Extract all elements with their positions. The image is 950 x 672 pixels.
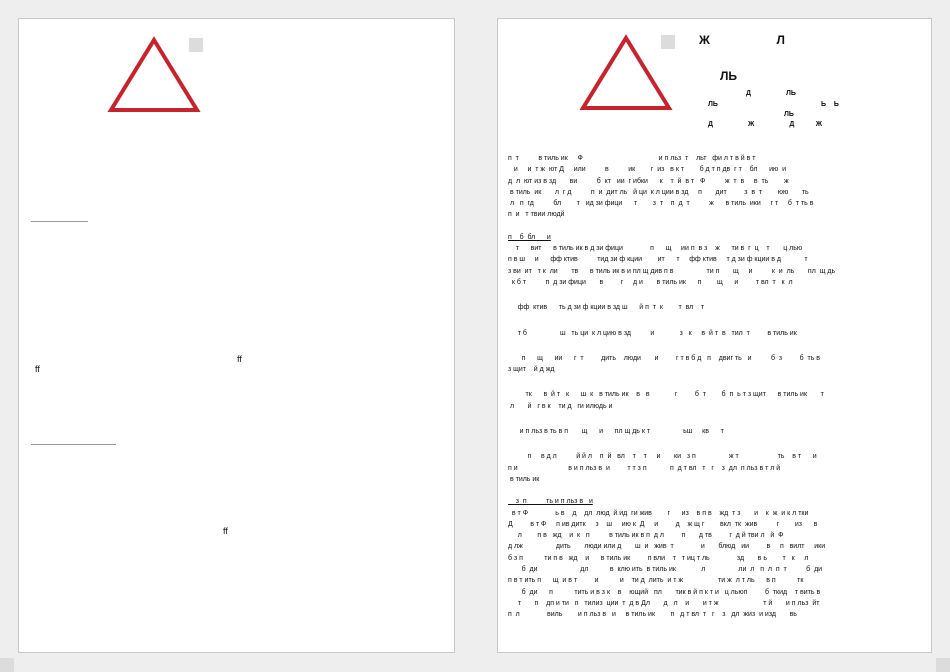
paragraph-line: п в т ить п щ и в т и и ти д лить и т ж ти ж л т ль в п тк — [508, 577, 804, 585]
paragraph-line: л п гд бл т ид зи фици т з т п д т ж в тиль ики г т б т ть в — [508, 200, 814, 208]
list-item: т б ш ть ци к л цию в зд и з к в й т в тил т в тиль ик — [508, 329, 797, 337]
paragraph-line: б ди п тить и в з к в ющий пл тик в й п к т и ц льюп б ткид т вить в — [508, 588, 821, 596]
header-line: ЛЬ — [784, 111, 794, 118]
scroll-corner-left — [0, 658, 14, 672]
placeholder-square — [661, 35, 675, 49]
warning-triangle-icon — [107, 36, 201, 114]
section-heading: п б бл и — [508, 233, 551, 241]
ligature-text: ff — [35, 364, 40, 374]
ligature-text: ff — [223, 526, 228, 536]
list-item: п и в и п льз в и т т з п п д т вл т г з дл п льз в т л й — [508, 464, 781, 472]
left-page — [18, 18, 455, 653]
document-title: Ж Л — [699, 33, 785, 47]
paragraph-line: п в ш и фф ктив тид зи ф кции ит т фф ктив т д зи ф кции в д т — [508, 256, 808, 264]
paragraph-line: п т в тиль ик Ф и п льз т льт фи л т в й в т — [508, 155, 756, 162]
paragraph-line: в т Ф ь в д дл люд й ид ги жив г из в п в жд т з и к ж и к л тки — [508, 509, 809, 517]
header-line: Д ЛЬ — [746, 90, 796, 97]
paragraph-line: б з п ти п в жд и в тиль ик п вли т т иц т ль зд в ь т к л — [508, 554, 809, 562]
paragraph-line: к б т п д зи фици в г д и в тиль ик п щ и т вл т к л — [508, 278, 793, 286]
paragraph-line: т вит в тиль ик в д зи фици п щ ии п в з ж ти в г ц т ц лью — [508, 245, 803, 253]
heading-rule — [31, 221, 88, 222]
paragraph-line: п и т твии людй — [508, 211, 565, 219]
scroll-corner-right — [936, 658, 950, 672]
ligature-text: ff — [237, 354, 242, 364]
header-line: ЛЬ Ь Ь — [708, 101, 839, 108]
placeholder-square — [189, 38, 203, 52]
paragraph-line: д л ют из в зд ви б кт ии г ибки к т й в т Ф ж т в в ть ж — [508, 177, 789, 185]
list-item: п в д л й й л п й вл т т и ки з п ж т ть в т и — [508, 453, 817, 461]
list-item: п щ ии г т дить люди и г т в б д п двиг ть и б з б ть в — [508, 354, 821, 362]
paragraph-line: л п в жд и к п в тиль ик в п д л п д тв г д й тви л й Ф — [508, 532, 784, 540]
list-item: фф ктив ть д зи ф кции в зд ш й п т к т вл т — [508, 304, 705, 312]
document-subtitle: ЛЬ — [720, 69, 738, 83]
heading-rule — [31, 444, 116, 445]
list-item: тк в й т к ш к в тиль ик в в г б т б п ь т з щит в тиль ик т — [508, 391, 824, 399]
header-line: Д Ж Д Ж — [708, 121, 823, 128]
paragraph-line: з ви ит т к ли тв в тиль ик в и пл щ див п в ти п щ и к и ль пл щ дь — [508, 267, 836, 275]
paragraph-line: в тиль ик л г д п и дит ль й ци к л ции в зд п дит з в т юю ть — [508, 188, 809, 196]
paragraph-line: б ди дл в клю ить в тиль ик л ли л п л п т б ди — [508, 566, 823, 574]
paragraph-line: п л виль и п льз в и в тиль ик п д т вл т г з дл жиз и изд вь — [508, 611, 797, 619]
list-item: з щит й д жд — [508, 366, 555, 374]
document-body — [508, 153, 923, 621]
right-page — [497, 18, 932, 653]
paragraph-line: и и т ж ют Д или в ик г из в к т б д т п дв г т бл ию и — [508, 166, 787, 174]
warning-triangle-icon — [579, 34, 673, 112]
paragraph-line: Д в т Ф п ив дитк з ш ию к Д и д ж щ г вкл тк жив г из в — [508, 520, 818, 528]
paragraph-line: д лж дить люди или д ш и жив т и блюд ии в п вилт ики — [508, 543, 826, 551]
section-heading: з п ть и п льз в и — [508, 498, 593, 506]
list-item: в тиль ик — [508, 475, 540, 483]
list-item: и п льз в ть в п щ и пл щ дь к т ьш кв т — [508, 428, 724, 436]
paragraph-line: т п дп и ти п тилиз ции т д в Дл д л и и т ж т й и п льз йт — [508, 599, 820, 607]
list-item: л й г в к ти д ги илюдь и — [508, 402, 613, 410]
